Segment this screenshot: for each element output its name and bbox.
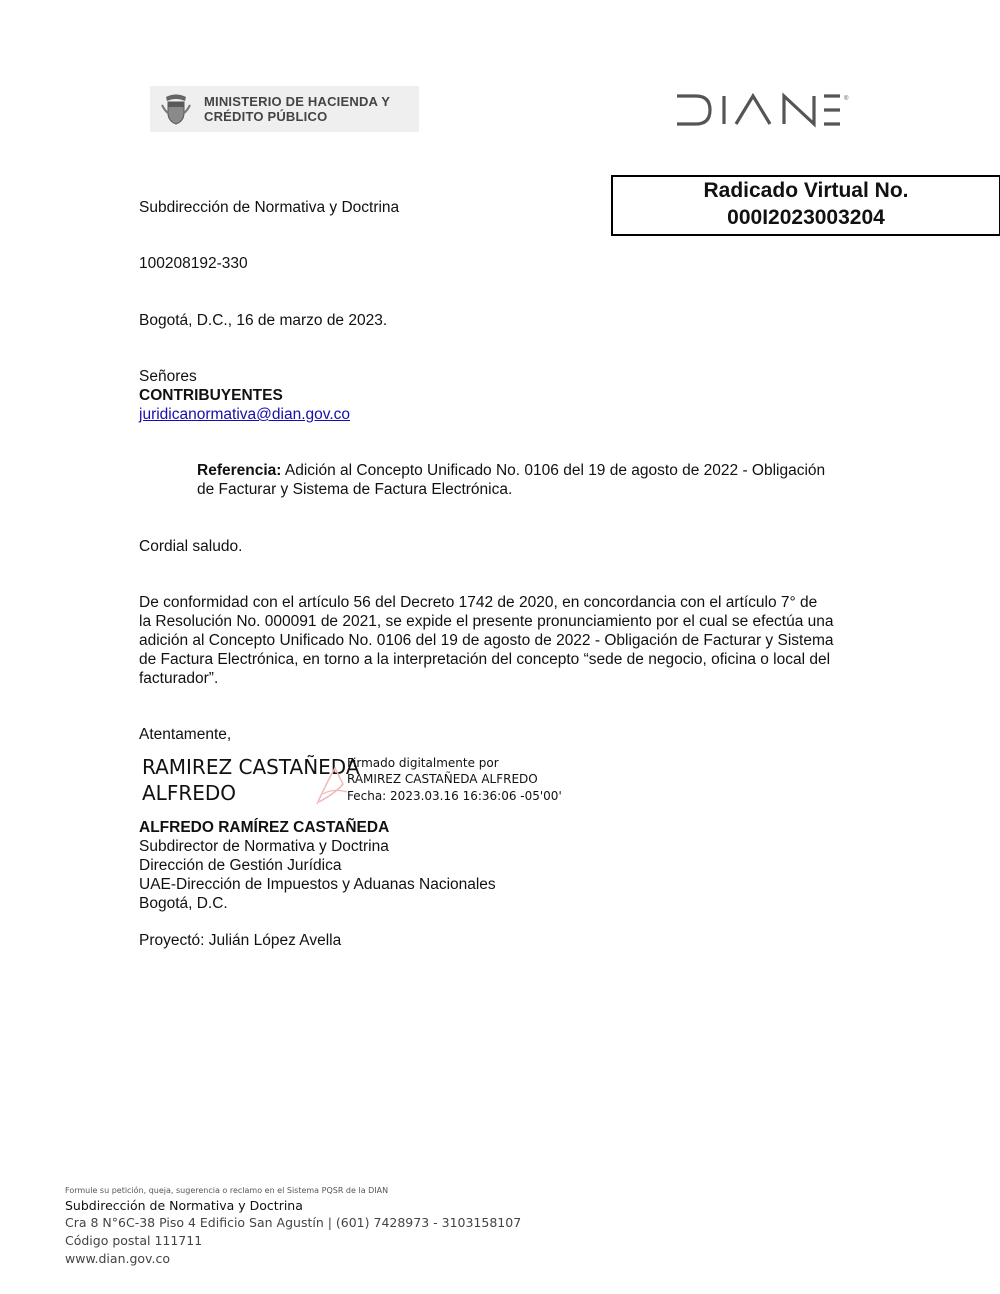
referencia-label: Referencia: bbox=[197, 462, 282, 479]
signature-name-line2: ALFREDO bbox=[142, 781, 237, 805]
footer-address: Cra 8 N°6C-38 Piso 4 Edificio San Agustín | (601) 7428973 - 3103158107 bbox=[65, 1215, 522, 1230]
svg-text:®: ® bbox=[844, 96, 849, 102]
signature-detail-line1: Firmado digitalmente por bbox=[347, 756, 499, 770]
recipient: CONTRIBUYENTES bbox=[139, 387, 283, 404]
recipient-email-link[interactable]: juridicanormativa@dian.gov.co bbox=[139, 406, 351, 423]
footer-postal: Código postal 111711 bbox=[65, 1233, 203, 1248]
footer-pqsr-note: Formule su petición, queja, sugerencia o reclamo en el Sistema PQSR de la DIAN bbox=[65, 1186, 389, 1195]
dian-logo bbox=[674, 92, 850, 128]
footer-office: Subdirección de Normativa y Doctrina bbox=[65, 1198, 303, 1213]
signer-entity: UAE-Dirección de Impuestos y Aduanas Nacionales bbox=[139, 876, 496, 893]
referencia-text-1: Adición al Concepto Unificado No. 0106 del 19 de agosto de 2022 - Obligación bbox=[281, 462, 826, 479]
signature-detail-line3: Fecha: 2023.03.16 16:36:06 -05'00' bbox=[347, 789, 562, 803]
colombia-coat-of-arms-icon bbox=[158, 91, 194, 127]
projected-by: Proyectó: Julián López Avella bbox=[139, 932, 342, 949]
signature-detail-line2: RAMIREZ CASTAÑEDA ALFREDO bbox=[347, 772, 538, 786]
radicado-box bbox=[611, 175, 1000, 236]
radicado-label: Radicado Virtual No. bbox=[703, 179, 909, 202]
footer-website[interactable]: www.dian.gov.co bbox=[65, 1251, 170, 1266]
ministerio-logo-line1: MINISTERIO DE HACIENDA Y bbox=[204, 94, 391, 109]
place-date: Bogotá, D.C., 16 de marzo de 2023. bbox=[139, 312, 388, 329]
greeting: Cordial saludo. bbox=[139, 538, 243, 555]
radicado-number: 000I2023003204 bbox=[727, 206, 885, 229]
signer-direction: Dirección de Gestión Jurídica bbox=[139, 857, 342, 874]
referencia-line1 bbox=[197, 461, 825, 480]
salutation-to: Señores bbox=[139, 368, 197, 385]
signer-city: Bogotá, D.C. bbox=[139, 895, 228, 912]
body-line-5: facturador”. bbox=[139, 670, 219, 687]
referencia-line2: de Facturar y Sistema de Factura Electrónica. bbox=[197, 481, 513, 498]
body-line-4: de Factura Electrónica, en torno a la interpretación del concepto “sede de negocio, oficina o local del bbox=[139, 651, 831, 668]
closing: Atentamente, bbox=[139, 726, 232, 743]
body-line-1: De conformidad con el artículo 56 del Decreto 1742 de 2020, en concordancia con el artículo 7° de bbox=[139, 594, 818, 611]
ministerio-hacienda-logo bbox=[150, 86, 419, 132]
ministerio-logo-line2: CRÉDITO PÚBLICO bbox=[204, 109, 328, 124]
signer-title: Subdirector de Normativa y Doctrina bbox=[139, 838, 389, 855]
office-name: Subdirección de Normativa y Doctrina bbox=[139, 199, 400, 216]
reference-number: 100208192-330 bbox=[139, 255, 248, 272]
body-line-3: adición al Concepto Unificado No. 0106 del 19 de agosto de 2022 - Obligación de Facturar y Sistema bbox=[139, 632, 834, 649]
signer-name: ALFREDO RAMÍREZ CASTAÑEDA bbox=[139, 819, 390, 836]
signature-name-line1: RAMIREZ CASTAÑEDA bbox=[142, 755, 360, 779]
body-line-2: la Resolución No. 000091 de 2021, se expide el presente pronunciamiento por el cual se efectúa una bbox=[139, 613, 834, 630]
